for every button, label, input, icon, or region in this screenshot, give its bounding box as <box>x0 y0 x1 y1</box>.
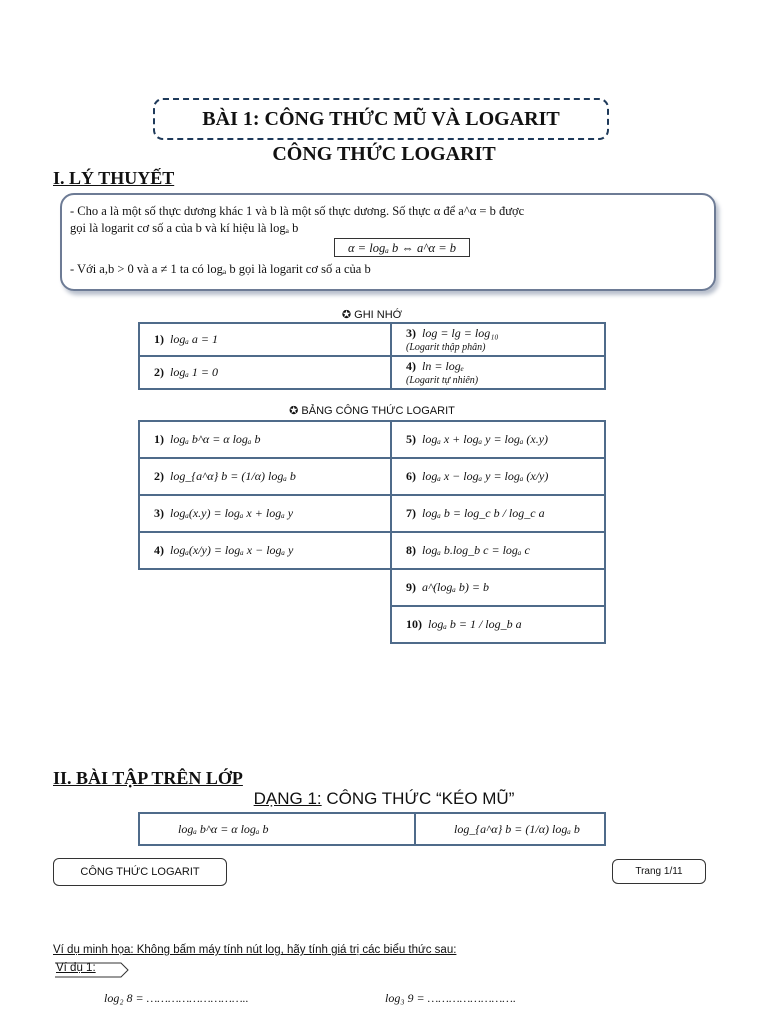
remember-table <box>138 322 606 390</box>
formula-cell <box>139 458 391 495</box>
formula-note: (Logarit tự nhiên) <box>406 375 479 386</box>
formula: logₐ a = 1 <box>170 332 218 346</box>
formula: logₐ x − logₐ y = logₐ (x/y) <box>422 469 549 483</box>
formula-table-caption: ✪ BẢNG CÔNG THỨC LOGARIT <box>289 405 455 417</box>
remember-cell <box>391 323 605 356</box>
formula-note: (Logarit thập phân) <box>406 342 486 353</box>
formula-cell <box>391 606 605 643</box>
item-number: 2) <box>154 365 164 379</box>
remember-cell <box>391 356 605 389</box>
formula-cell <box>139 532 391 569</box>
footer-topic: CÔNG THỨC LOGARIT <box>53 858 227 886</box>
dang-label: DẠNG 1: <box>253 789 322 808</box>
item-number: 3) <box>406 326 416 340</box>
pull-exponent-table <box>138 812 606 846</box>
page-number: Trang 1/11 <box>612 859 706 884</box>
calc-1: log₂ 8 = ……………………….. <box>104 991 249 1005</box>
formula-cell <box>391 495 605 532</box>
example-label <box>53 962 129 978</box>
exercise-heading: II. BÀI TẬP TRÊN LỚP <box>53 768 243 788</box>
formula: logₐ(x.y) = logₐ x + logₐ y <box>170 506 294 520</box>
formula: logₐ b = log_c b / log_c a <box>422 506 545 520</box>
formula: log = lg = log₁₀ <box>422 326 499 340</box>
formula: logₐ 1 = 0 <box>170 365 218 379</box>
theory-line-2: gọi là logarit cơ số a của b và kí hiệu là logₐ b <box>70 221 299 235</box>
formula-cell <box>391 421 605 458</box>
formula: logₐ x + logₐ y = logₐ (x.y) <box>422 432 549 446</box>
formula-cell <box>391 569 605 606</box>
calc-2: log₃ 9 = ……………………. <box>385 991 516 1005</box>
formula-cell <box>139 421 391 458</box>
theory-box <box>60 193 716 291</box>
item-number: 2) <box>154 469 164 483</box>
formula: logₐ b.log_b c = logₐ c <box>422 543 530 557</box>
dang-name: CÔNG THỨC “KÉO MŨ” <box>321 789 515 808</box>
page-subtitle: CÔNG THỨC LOGARIT <box>272 143 496 165</box>
formula: logₐ b = 1 / log_b a <box>428 617 522 631</box>
example-label-text: Ví dụ 1: <box>56 962 96 974</box>
empty-cell <box>139 606 391 643</box>
formula: logₐ b^α = α logₐ b <box>170 432 261 446</box>
item-number: 7) <box>406 506 416 520</box>
formula-cell <box>139 495 391 532</box>
item-number: 5) <box>406 432 416 446</box>
item-number: 6) <box>406 469 416 483</box>
empty-cell <box>139 569 391 606</box>
formula-cell: log_{a^α} b = (1/α) logₐ b <box>415 813 605 845</box>
item-number: 1) <box>154 332 164 346</box>
formula-cell <box>391 458 605 495</box>
item-number: 4) <box>406 359 416 373</box>
formula-table <box>138 420 606 644</box>
theory-line-1: - Cho a là một số thực dương khác 1 và b là một số thực dương. Số thực α để a^α = b được <box>70 204 525 218</box>
remember-caption: ✪ GHI NHỚ <box>341 309 403 321</box>
theory-heading: I. LÝ THUYẾT <box>53 168 175 188</box>
formula: a^(logₐ b) = b <box>422 580 489 594</box>
formula: ln = logₑ <box>422 359 464 373</box>
item-number: 3) <box>154 506 164 520</box>
theory-line-3: - Với a,b > 0 và a ≠ 1 ta có logₐ b gọi là logarit cơ số a của b <box>70 262 371 276</box>
page-title: BÀI 1: CÔNG THỨC MŨ VÀ LOGARIT <box>153 98 609 140</box>
definition-formula: α = logₐ b ⇔ a^α = b <box>334 238 470 257</box>
item-number: 1) <box>154 432 164 446</box>
example-intro: Ví dụ minh họa: Không bấm máy tính nút log, hãy tính giá trị các biểu thức sau: <box>53 944 457 956</box>
item-number: 10) <box>406 617 422 631</box>
item-number: 4) <box>154 543 164 557</box>
formula-cell: logₐ b^α = α logₐ b <box>139 813 415 845</box>
dang-title <box>0 789 768 809</box>
item-number: 8) <box>406 543 416 557</box>
formula: log_{a^α} b = (1/α) logₐ b <box>170 469 296 483</box>
remember-cell <box>139 323 391 356</box>
item-number: 9) <box>406 580 416 594</box>
formula-cell <box>391 532 605 569</box>
formula: logₐ(x/y) = logₐ x − logₐ y <box>170 543 294 557</box>
remember-cell <box>139 356 391 389</box>
